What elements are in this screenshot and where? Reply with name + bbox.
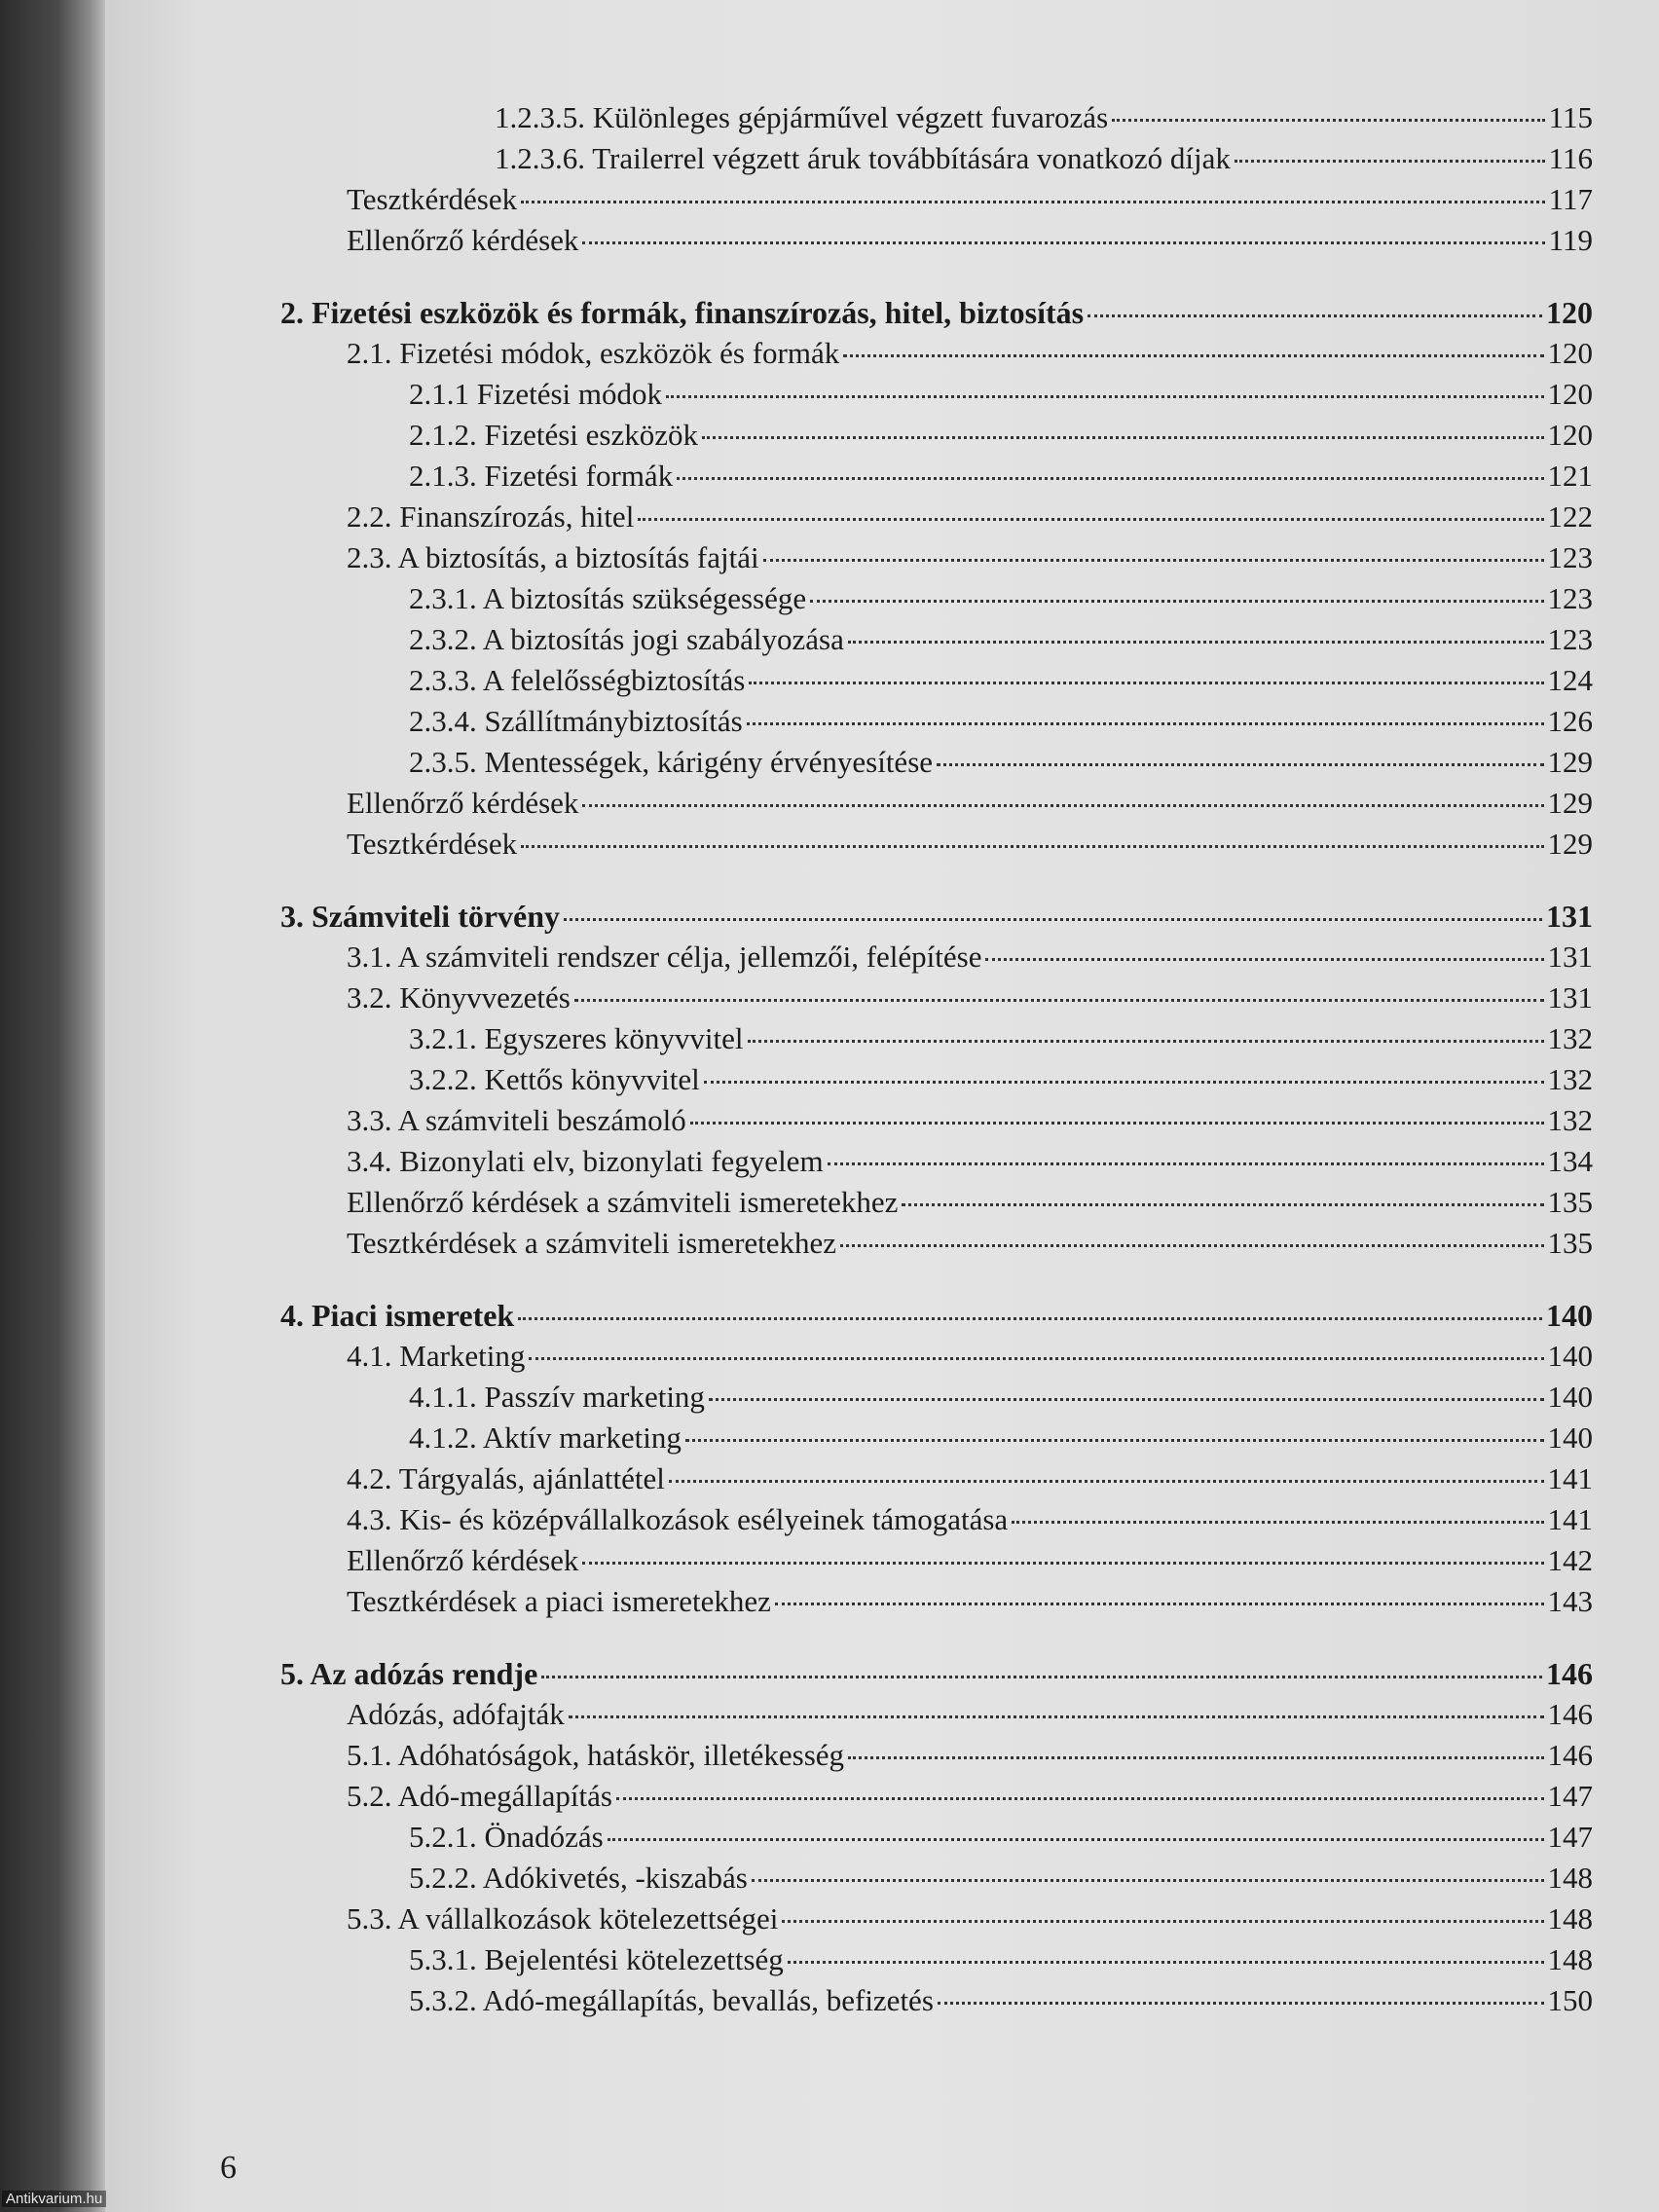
toc-entry xyxy=(347,333,1593,374)
toc-entry-label: 5.1. Adóhatóságok, hatáskör, illetékesség xyxy=(347,1738,845,1772)
toc-entry-page: 119 xyxy=(1548,223,1593,257)
toc-entry xyxy=(347,1458,1593,1499)
toc-entry-label: 2.1. Fizetési módok, eszközök és formák xyxy=(347,336,840,370)
toc-entry xyxy=(409,456,1593,497)
dot-leader xyxy=(704,1080,1544,1084)
toc-entry-page: 134 xyxy=(1547,1144,1593,1178)
toc-entry-page: 120 xyxy=(1547,418,1593,452)
dot-leader xyxy=(775,1602,1544,1605)
toc-entry-label: 2.2. Finanszírozás, hitel xyxy=(347,499,635,534)
dot-leader xyxy=(763,558,1544,562)
dot-leader xyxy=(782,1919,1543,1923)
dot-leader xyxy=(702,435,1543,439)
toc-entry-label: Ellenőrző kérdések xyxy=(347,223,579,257)
toc-entry xyxy=(495,97,1593,138)
toc-entry-label: Tesztkérdések a számviteli ismeretekhez xyxy=(347,1226,837,1260)
toc-entry xyxy=(409,415,1593,456)
dot-leader xyxy=(937,762,1543,766)
toc-entry-page: 129 xyxy=(1547,745,1593,779)
toc-entry xyxy=(409,742,1593,783)
toc-entry-page: 116 xyxy=(1548,141,1593,175)
toc-entry-page: 147 xyxy=(1547,1820,1593,1854)
dot-leader xyxy=(638,517,1543,521)
toc-entry-label: 4.1.1. Passzív marketing xyxy=(409,1380,705,1414)
toc-entry-page: 115 xyxy=(1548,100,1593,134)
toc-entry xyxy=(409,1018,1593,1059)
toc-entry-page: 147 xyxy=(1547,1779,1593,1813)
toc-entry-label: Tesztkérdések xyxy=(347,827,518,861)
toc-entry-label: 3.2.1. Egyszeres könyvvitel xyxy=(409,1021,744,1055)
toc-entry-label: 4.1.2. Aktív marketing xyxy=(409,1420,682,1455)
toc-entry-page: 140 xyxy=(1547,1420,1593,1455)
toc-entry-label: 2.3.4. Szállítmánybiztosítás xyxy=(409,704,743,738)
dot-leader xyxy=(569,1714,1544,1718)
toc-entry-label: 5.2.1. Önadózás xyxy=(409,1820,604,1854)
toc-entry-page: 135 xyxy=(1547,1185,1593,1219)
toc-entry-page: 123 xyxy=(1547,581,1593,615)
toc-entry xyxy=(347,1499,1593,1540)
dot-leader xyxy=(828,1161,1544,1165)
toc-entry-page: 148 xyxy=(1547,1942,1593,1976)
toc-entry-label: 2.1.1 Fizetési módok xyxy=(409,377,663,411)
toc-entry xyxy=(409,1377,1593,1418)
dot-leader xyxy=(1235,159,1545,163)
toc-entry-page: 129 xyxy=(1547,786,1593,820)
toc-entry-label: 5.2.2. Adókivetés, -kiszabás xyxy=(409,1861,748,1895)
toc-entry-page: 146 xyxy=(1547,1738,1593,1772)
dot-leader xyxy=(564,917,1542,921)
toc-entry-label: 3.4. Bizonylati elv, bizonylati fegyelem xyxy=(347,1144,824,1178)
toc-entry-page: 141 xyxy=(1547,1502,1593,1536)
dot-leader xyxy=(938,2001,1544,2005)
toc-entry xyxy=(409,1939,1593,1980)
toc-entry xyxy=(409,374,1593,415)
dot-leader xyxy=(840,1243,1543,1247)
toc-entry xyxy=(409,1418,1593,1458)
toc-entry-page: 143 xyxy=(1547,1584,1593,1618)
toc-entry-label: 5. Az adózás rendje xyxy=(280,1656,538,1691)
toc-entry-label: Ellenőrző kérdések xyxy=(347,1543,579,1577)
toc-entry xyxy=(347,1141,1593,1182)
toc-entry-page: 148 xyxy=(1547,1901,1593,1936)
toc-entry xyxy=(347,1100,1593,1141)
dot-leader xyxy=(810,599,1543,603)
toc-entry-page: 124 xyxy=(1547,663,1593,697)
toc-entry-page: 123 xyxy=(1547,622,1593,656)
toc-entry xyxy=(347,1223,1593,1264)
dot-leader xyxy=(521,200,1545,203)
toc-entry-label: 4.2. Tárgyalás, ajánlattétel xyxy=(347,1461,665,1495)
toc-entry-page: 146 xyxy=(1546,1656,1593,1691)
toc-entry-label: 3.2.2. Kettős könyvvitel xyxy=(409,1062,700,1096)
toc-entry-label: 5.2. Adó-megállapítás xyxy=(347,1779,612,1813)
dot-leader xyxy=(685,1438,1544,1442)
toc-entry xyxy=(347,220,1593,261)
book-spine-shadow xyxy=(0,0,105,2212)
dot-leader xyxy=(669,1479,1544,1483)
toc-entry-page: 122 xyxy=(1547,499,1593,534)
toc-entry xyxy=(347,824,1593,865)
toc-entry-page: 135 xyxy=(1547,1226,1593,1260)
dot-leader xyxy=(521,844,1543,848)
toc-entry-label: 5.3. A vállalkozások kötelezettségei xyxy=(347,1901,779,1936)
toc-entry-page: 132 xyxy=(1547,1103,1593,1137)
toc-entry-label: 3.2. Könyvvezetés xyxy=(347,980,571,1014)
toc-entry xyxy=(495,138,1593,179)
dot-leader xyxy=(752,1878,1544,1882)
dot-leader xyxy=(848,1755,1543,1759)
toc-entry-page: 126 xyxy=(1547,704,1593,738)
toc-entry-page: 132 xyxy=(1547,1021,1593,1055)
toc-entry xyxy=(347,537,1593,578)
toc-entry xyxy=(347,1776,1593,1817)
toc-entry xyxy=(409,701,1593,742)
toc-entry-page: 120 xyxy=(1547,336,1593,370)
toc-entry-page: 150 xyxy=(1547,1983,1593,2017)
toc-entry-page: 146 xyxy=(1547,1697,1593,1731)
toc-entry-label: 2.3.2. A biztosítás jogi szabályozása xyxy=(409,622,844,656)
dot-leader xyxy=(749,681,1543,684)
toc-entry-label: 2. Fizetési eszközök és formák, finanszírozás, hitel, biztosítás xyxy=(280,295,1085,330)
toc-entry xyxy=(409,1980,1593,2021)
dot-leader xyxy=(1112,118,1545,122)
toc-entry xyxy=(347,977,1593,1018)
toc-entry-page: 121 xyxy=(1547,459,1593,493)
toc-entry xyxy=(347,1899,1593,1939)
toc-entry-page: 120 xyxy=(1546,295,1593,330)
dot-leader xyxy=(582,240,1544,244)
toc-entry-page: 120 xyxy=(1547,377,1593,411)
dot-leader xyxy=(582,1561,1543,1565)
toc-entry xyxy=(347,497,1593,537)
toc-entry-page: 129 xyxy=(1547,827,1593,861)
toc-entry-label: 4. Piaci ismeretek xyxy=(280,1298,515,1333)
toc-entry xyxy=(347,1581,1593,1622)
dot-leader xyxy=(1012,1520,1543,1524)
toc-entry-page: 148 xyxy=(1547,1861,1593,1895)
dot-leader xyxy=(677,476,1543,480)
toc-entry-label: 1.2.3.5. Különleges gépjárművel végzett fuvarozás xyxy=(495,100,1109,134)
dot-leader xyxy=(985,957,1543,961)
toc-entry xyxy=(347,1182,1593,1223)
toc-entry-label: Adózás, adófajták xyxy=(347,1697,565,1731)
toc-entry xyxy=(347,179,1593,220)
toc-entry-label: 3. Számviteli törvény xyxy=(280,899,561,934)
dot-leader xyxy=(748,1039,1544,1043)
toc-chapter-heading xyxy=(280,1653,1593,1694)
toc-chapter-heading xyxy=(280,292,1593,333)
dot-leader xyxy=(843,353,1543,357)
toc-entry-label: 2.3.1. A biztosítás szükségessége xyxy=(409,581,807,615)
toc-entry-label: 5.3.2. Adó-megállapítás, bevallás, befizetés xyxy=(409,1983,934,2017)
toc-entry-label: Tesztkérdések a piaci ismeretekhez xyxy=(347,1584,771,1618)
dot-leader xyxy=(709,1397,1544,1401)
toc-entry xyxy=(347,1336,1593,1377)
dot-leader xyxy=(690,1121,1544,1124)
toc-entry-label: Ellenőrző kérdések xyxy=(347,786,579,820)
page-number: 6 xyxy=(220,2150,237,2186)
toc-entry-label: 2.1.3. Fizetési formák xyxy=(409,459,674,493)
toc-entry xyxy=(409,578,1593,619)
toc-entry-label: 4.1. Marketing xyxy=(347,1339,526,1373)
toc-entry xyxy=(409,619,1593,660)
toc-entry-label: 2.3.3. A felelősségbiztosítás xyxy=(409,663,746,697)
dot-leader xyxy=(616,1796,1544,1800)
dot-leader xyxy=(541,1675,1542,1678)
toc-entry-label: 3.1. A számviteli rendszer célja, jellemzői, felépítése xyxy=(347,940,982,974)
toc-entry-page: 117 xyxy=(1548,182,1593,216)
dot-leader xyxy=(666,394,1543,398)
dot-leader xyxy=(747,721,1544,725)
dot-leader xyxy=(608,1837,1544,1841)
toc-chapter-heading xyxy=(280,896,1593,937)
toc-entry-label: 3.3. A számviteli beszámoló xyxy=(347,1103,686,1137)
toc-entry-label: 1.2.3.6. Trailerrel végzett áruk továbbítására vonatkozó díjak xyxy=(495,141,1231,175)
toc-entry xyxy=(347,1735,1593,1776)
toc-entry-label: 2.1.2. Fizetési eszközök xyxy=(409,418,699,452)
toc-chapter-heading xyxy=(280,1295,1593,1336)
toc-entry-page: 142 xyxy=(1547,1543,1593,1577)
toc-entry-label: 4.3. Kis- és középvállalkozások esélyeinek támogatása xyxy=(347,1502,1009,1536)
toc-entry xyxy=(347,1694,1593,1735)
toc-entry-label: 5.3.1. Bejelentési kötelezettség xyxy=(409,1942,784,1976)
dot-leader xyxy=(848,640,1544,644)
toc-entry xyxy=(409,660,1593,701)
toc-entry-page: 140 xyxy=(1547,1380,1593,1414)
dot-leader xyxy=(902,1202,1543,1206)
toc-entry-label: 2.3.5. Mentességek, kárigény érvényesítése xyxy=(409,745,934,779)
dot-leader xyxy=(518,1316,1542,1320)
toc-entry xyxy=(347,1540,1593,1581)
toc-entry-page: 132 xyxy=(1547,1062,1593,1096)
toc-entry-label: Ellenőrző kérdések a számviteli ismeretekhez xyxy=(347,1185,899,1219)
toc-entry-page: 141 xyxy=(1547,1461,1593,1495)
dot-leader xyxy=(1088,313,1542,317)
toc-entry-page: 131 xyxy=(1546,899,1593,934)
dot-leader xyxy=(788,1960,1544,1964)
toc-entry xyxy=(347,783,1593,824)
toc-entry-page: 131 xyxy=(1547,980,1593,1014)
toc-entry xyxy=(409,1059,1593,1100)
dot-leader xyxy=(582,803,1543,807)
toc-entry-label: 2.3. A biztosítás, a biztosítás fajtái xyxy=(347,540,759,574)
toc-entry xyxy=(409,1858,1593,1899)
watermark: Antikvarium.hu xyxy=(2,2191,106,2207)
dot-leader xyxy=(529,1356,1543,1360)
toc-entry-page: 140 xyxy=(1546,1298,1593,1333)
toc-entry xyxy=(409,1817,1593,1858)
toc-entry-page: 131 xyxy=(1547,940,1593,974)
toc-entry-page: 123 xyxy=(1547,540,1593,574)
toc-entry xyxy=(347,937,1593,977)
toc-entry-label: Tesztkérdések xyxy=(347,182,518,216)
toc-entry-page: 140 xyxy=(1547,1339,1593,1373)
dot-leader xyxy=(574,998,1544,1002)
